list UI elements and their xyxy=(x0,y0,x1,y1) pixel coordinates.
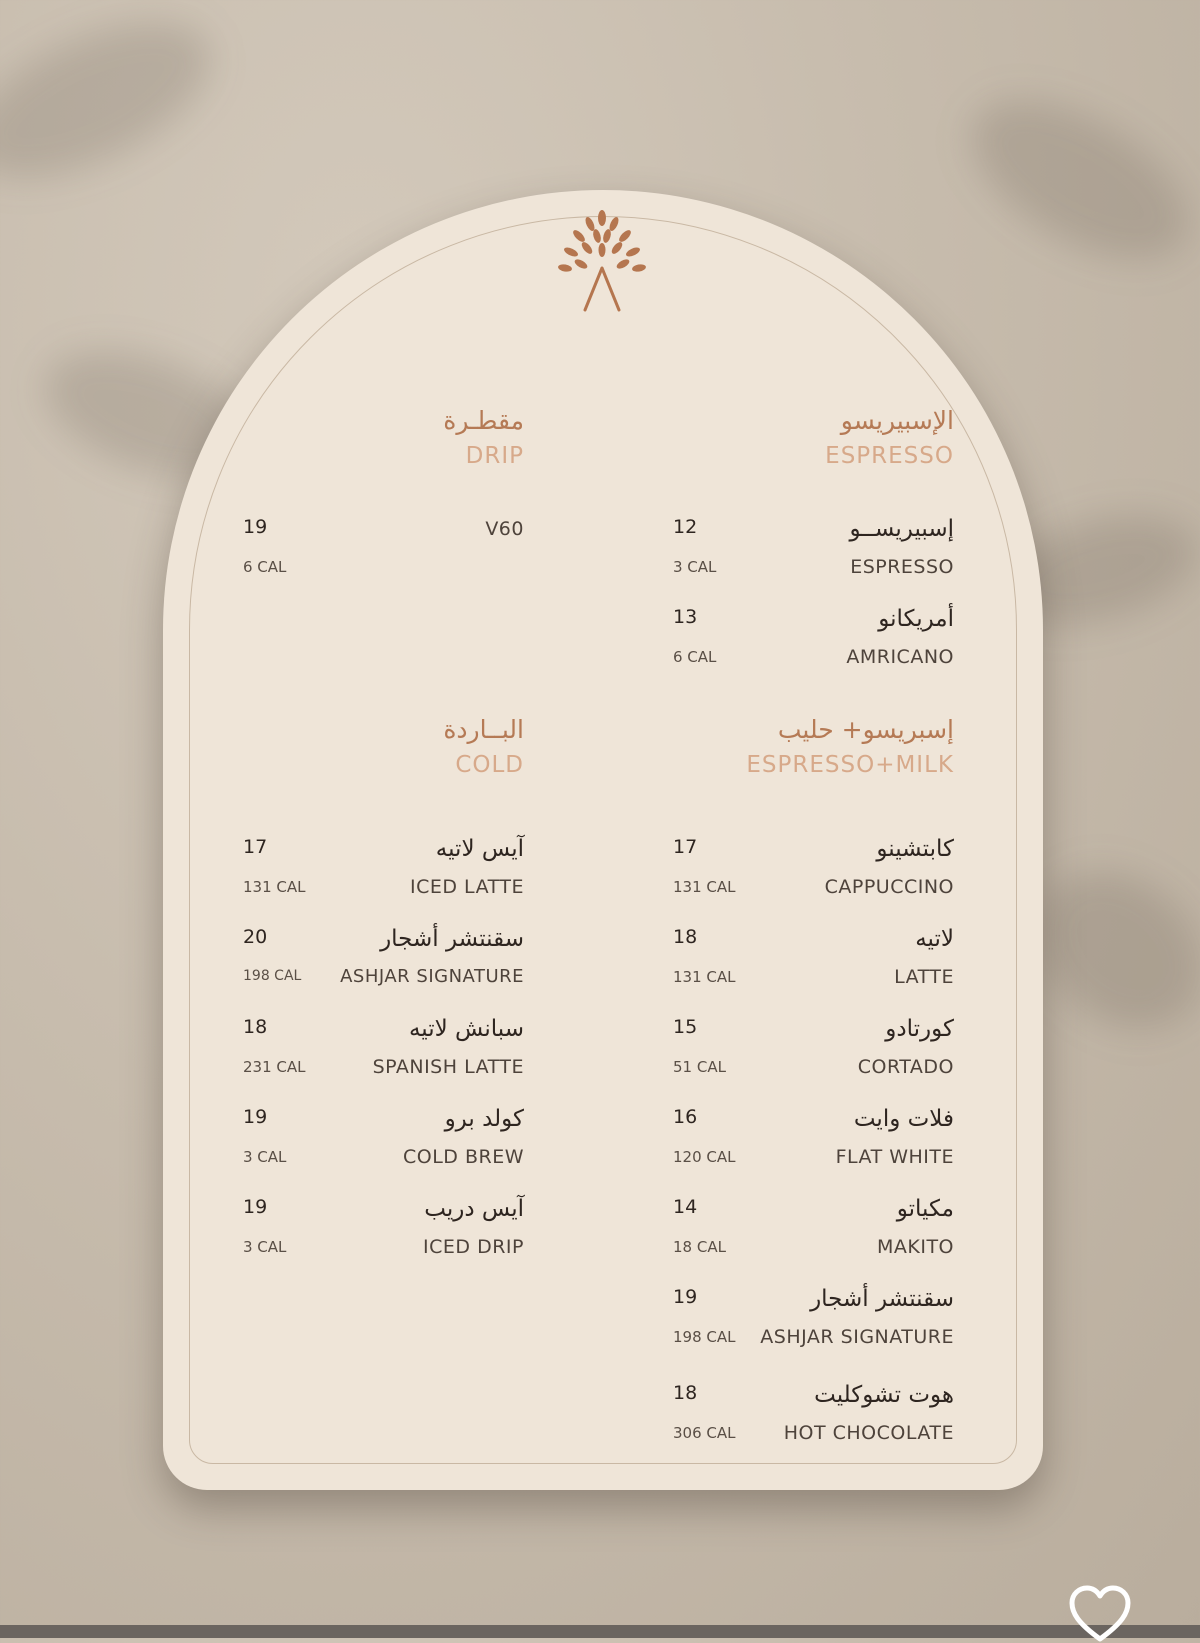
background-shadow xyxy=(946,68,1200,292)
item-name-en: HOT CHOCOLATE xyxy=(783,1422,954,1444)
item-name-en: ICED DRIP xyxy=(423,1236,524,1258)
item-name-en: ASHJAR SIGNATURE xyxy=(760,1326,954,1348)
item-calories: 231 CAL xyxy=(243,1058,306,1076)
item-calories: 51 CAL xyxy=(673,1058,726,1076)
item-price: 19 xyxy=(243,1106,268,1128)
heart-icon[interactable] xyxy=(1068,1585,1132,1643)
section-espresso xyxy=(594,404,954,474)
item-name-ar: كابتشينو xyxy=(876,836,954,862)
menu-item xyxy=(243,1016,524,1086)
item-price: 18 xyxy=(243,1016,268,1038)
menu-item xyxy=(673,1016,954,1086)
item-name-en: AMRICANO xyxy=(846,646,954,668)
section-drip xyxy=(164,404,524,474)
item-price: 19 xyxy=(673,1286,698,1308)
item-name-ar: هوت تشوكليت xyxy=(814,1382,954,1408)
item-name-ar: كورتادو xyxy=(885,1016,954,1042)
item-name-ar: مكياتو xyxy=(896,1196,954,1222)
section-espresso-milk xyxy=(594,713,954,783)
background-shadow xyxy=(0,0,233,209)
menu-item xyxy=(243,516,524,586)
item-price: 19 xyxy=(243,516,268,538)
item-name-ar: سقنتشر أشجار xyxy=(380,926,524,952)
menu-item xyxy=(243,1196,524,1266)
item-price: 13 xyxy=(673,606,698,628)
item-name-en: CAPPUCCINO xyxy=(824,876,954,898)
section-title-en: ESPRESSO xyxy=(825,443,954,469)
menu-item xyxy=(243,836,524,906)
section-title-ar: مقطـرة xyxy=(443,406,524,435)
menu-item xyxy=(673,1286,954,1356)
item-name-ar: لاتيه xyxy=(915,926,954,952)
item-price: 17 xyxy=(243,836,268,858)
menu-item xyxy=(673,836,954,906)
section-title-en: ESPRESSO+MILK xyxy=(746,752,954,778)
item-calories: 120 CAL xyxy=(673,1148,736,1166)
section-title-en: DRIP xyxy=(465,443,524,469)
item-name-en: FLAT WHITE xyxy=(835,1146,954,1168)
item-name-en: CORTADO xyxy=(857,1056,954,1078)
section-title-ar: البــاردة xyxy=(443,715,524,744)
item-name-ar: أمريكانو xyxy=(878,606,954,632)
item-price: 16 xyxy=(673,1106,698,1128)
item-calories: 306 CAL xyxy=(673,1424,736,1442)
item-calories: 131 CAL xyxy=(673,968,736,986)
item-calories: 198 CAL xyxy=(673,1328,736,1346)
item-price: 18 xyxy=(673,926,698,948)
menu-item xyxy=(673,516,954,586)
item-name-ar: كولد برو xyxy=(444,1106,524,1132)
section-title-en: COLD xyxy=(455,752,524,778)
item-price: 17 xyxy=(673,836,698,858)
item-name-en: V60 xyxy=(485,518,524,540)
item-name-en: ICED LATTE xyxy=(410,876,524,898)
item-price: 12 xyxy=(673,516,698,538)
menu-item xyxy=(673,1106,954,1176)
item-calories: 3 CAL xyxy=(243,1238,287,1256)
menu-item xyxy=(243,1106,524,1176)
item-name-en: COLD BREW xyxy=(402,1146,524,1168)
item-price: 20 xyxy=(243,926,268,948)
item-name-ar: سقنتشر أشجار xyxy=(810,1286,954,1312)
item-calories: 3 CAL xyxy=(243,1148,287,1166)
section-cold xyxy=(164,713,524,783)
menu-item xyxy=(673,1196,954,1266)
section-title-ar: الإسبيريسو xyxy=(840,406,954,435)
item-price: 14 xyxy=(673,1196,698,1218)
item-name-ar: فلات وايت xyxy=(853,1106,954,1132)
item-name-en: ESPRESSO xyxy=(850,556,954,578)
item-calories: 6 CAL xyxy=(243,558,287,576)
item-name-en: ASHJAR SIGNATURE xyxy=(340,966,524,987)
menu-item xyxy=(673,606,954,676)
item-calories: 198 CAL xyxy=(243,968,302,984)
item-calories: 131 CAL xyxy=(673,878,736,896)
item-price: 18 xyxy=(673,1382,698,1404)
item-calories: 131 CAL xyxy=(243,878,306,896)
item-name-ar: آيس لاتيه xyxy=(435,836,524,862)
item-price: 15 xyxy=(673,1016,698,1038)
menu-item xyxy=(673,926,954,996)
section-title-ar: إسبريسو+ حليب xyxy=(777,715,954,744)
item-name-ar: سبانش لاتيه xyxy=(408,1016,524,1042)
menu-item xyxy=(243,926,524,996)
item-price: 19 xyxy=(243,1196,268,1218)
bottom-bar xyxy=(0,1625,1200,1638)
menu-item xyxy=(673,1382,954,1452)
item-name-en: LATTE xyxy=(894,966,954,988)
item-calories: 18 CAL xyxy=(673,1238,726,1256)
item-name-ar: إسبيريســو xyxy=(849,516,954,542)
item-name-en: SPANISH LATTE xyxy=(372,1056,524,1078)
tree-logo-icon xyxy=(557,210,647,315)
item-name-en: MAKITO xyxy=(876,1236,954,1258)
item-name-ar: آيس دريب xyxy=(424,1196,524,1222)
item-calories: 3 CAL xyxy=(673,558,717,576)
item-calories: 6 CAL xyxy=(673,648,717,666)
